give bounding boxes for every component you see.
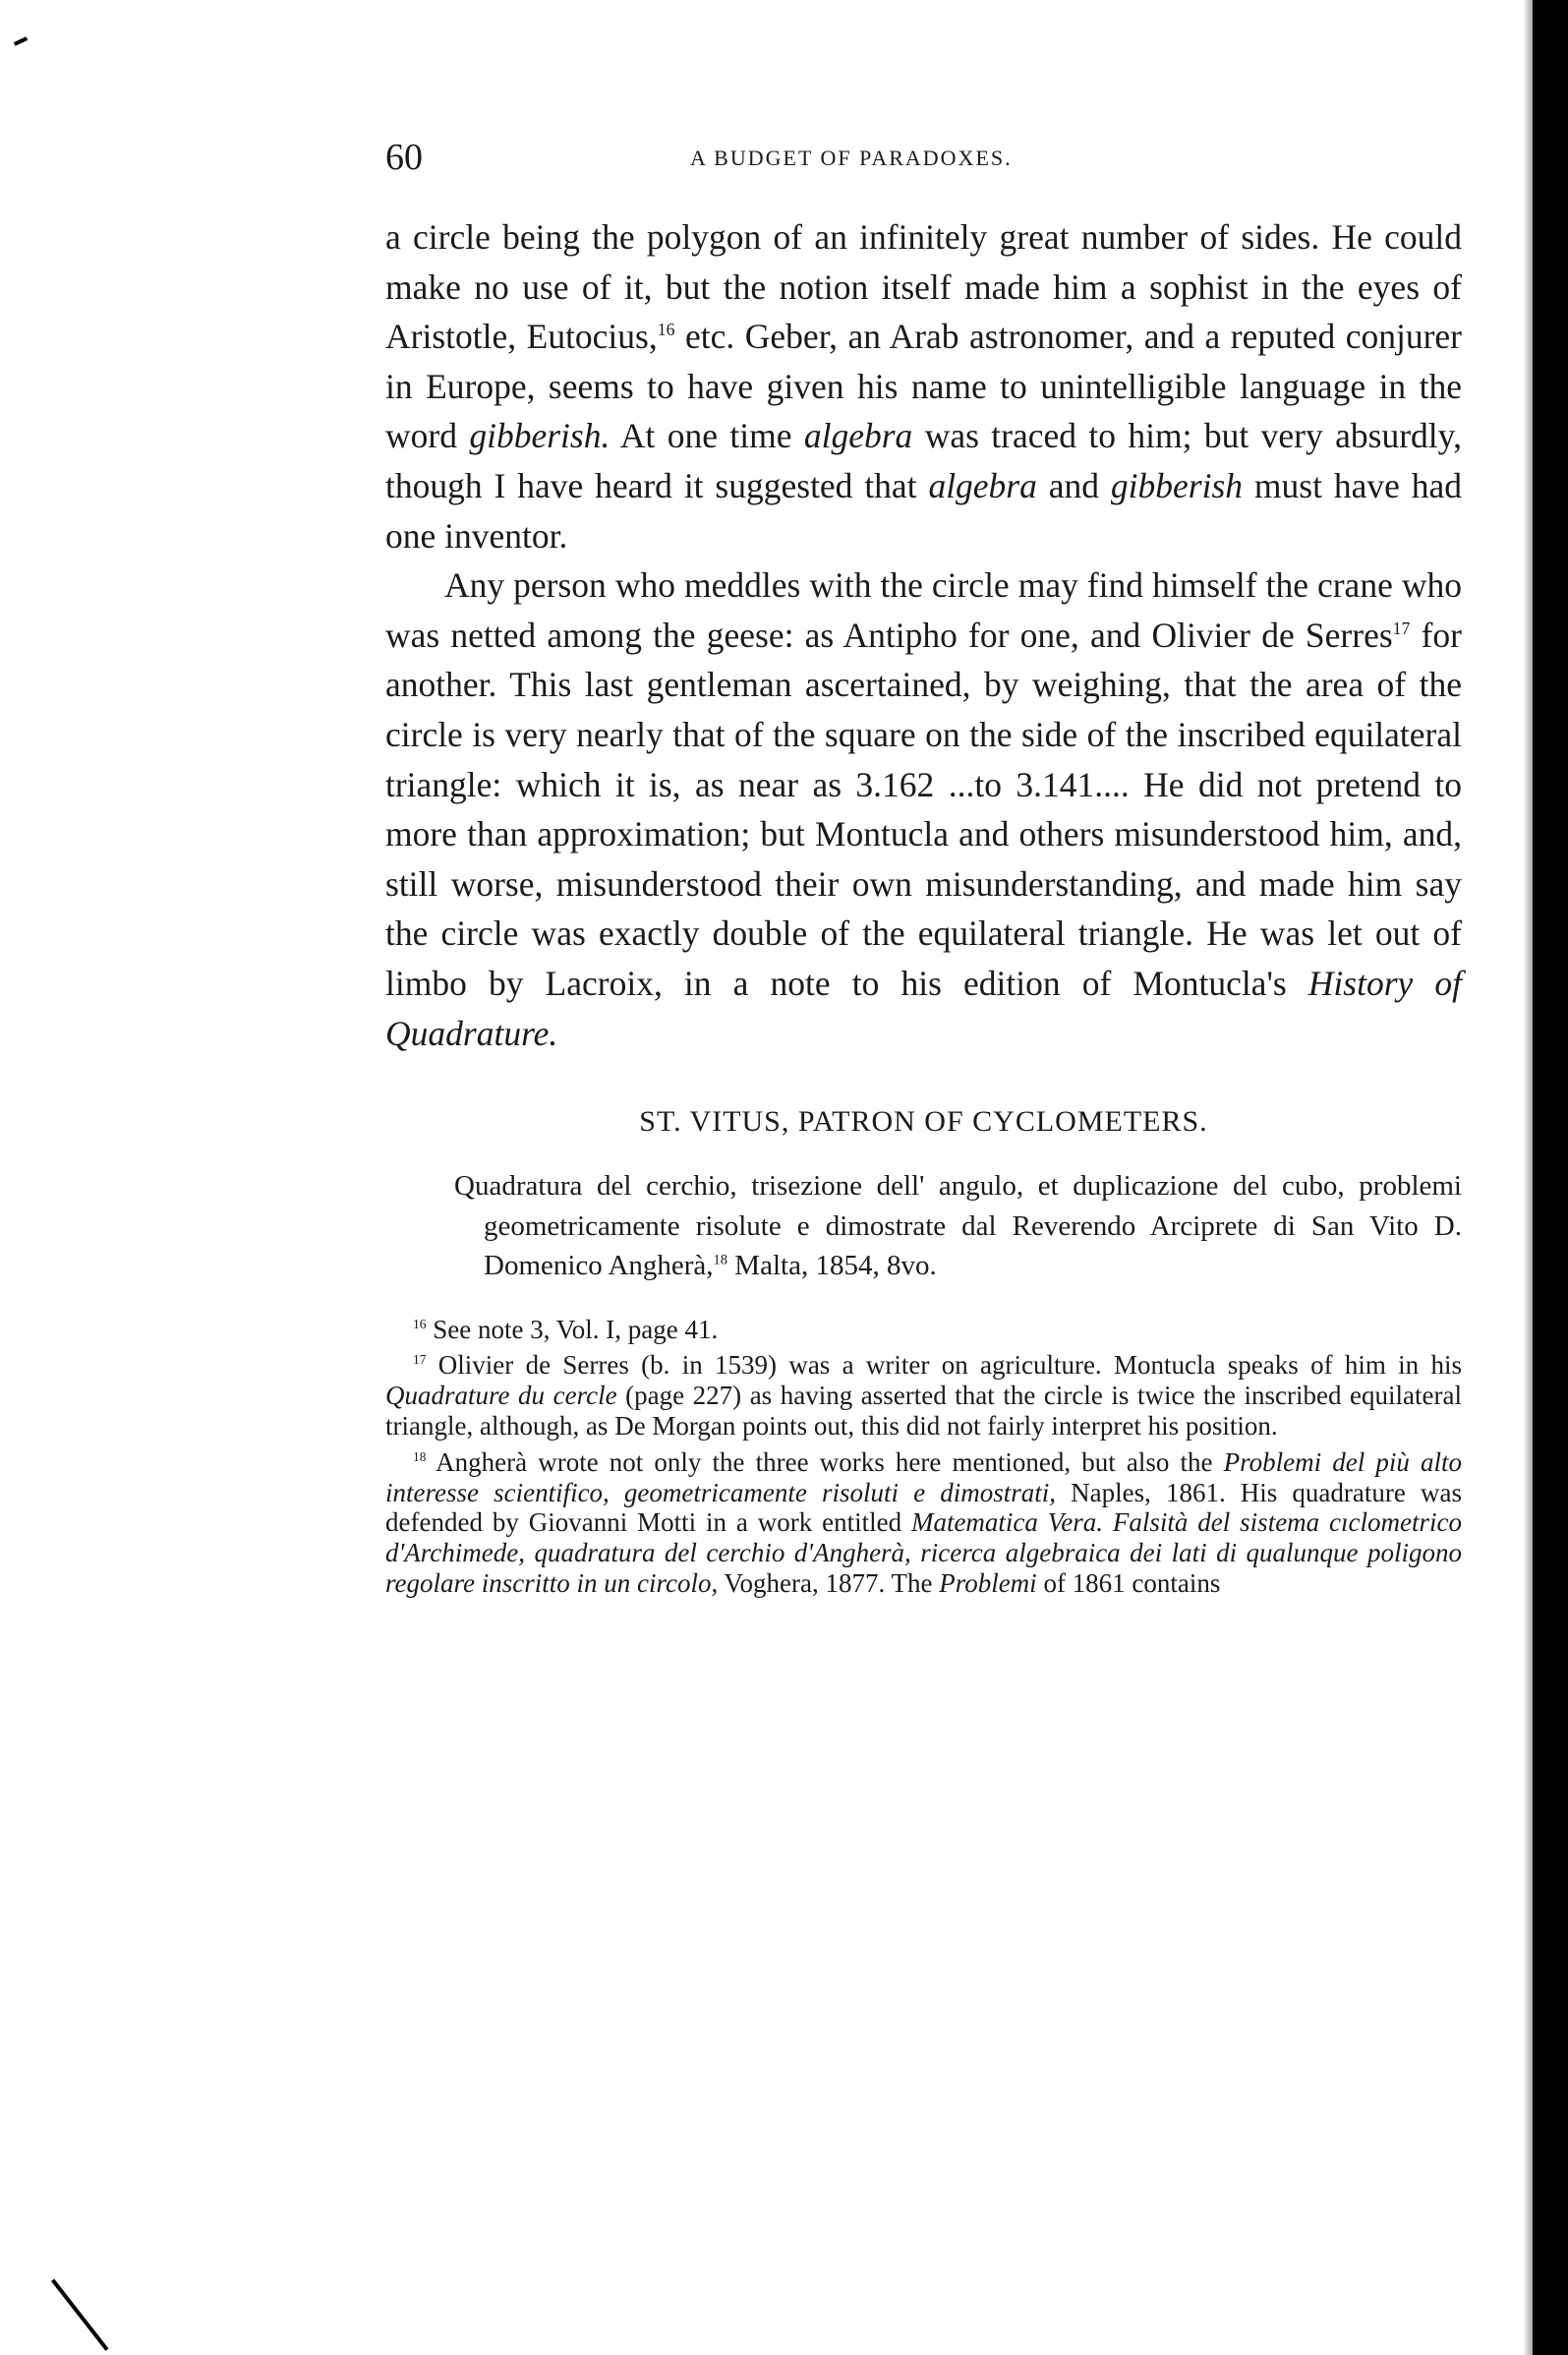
text-run: Naples, 1861. His quadrature was defended by Giovanni Motti in a work entitled [385,1477,1462,1538]
paragraph-crane-geese [385,560,1462,1058]
footnote-ref-16[interactable]: 16 [657,320,675,340]
italic-title: Problemi [939,1567,1037,1598]
text-run: must have had one inventor. [385,465,1462,556]
paragraph-circle-polygon [385,212,1462,560]
text-run: Any person who meddles with the circle may find himself the crane who was netted among the geese: as Antipho for one, and Olivier de Serres [385,565,1462,655]
text-run: Malta, 1854, 8vo. [727,1250,937,1282]
text-run: See note 3, Vol. I, page 41. [426,1314,719,1344]
running-title: A BUDGET OF PARADOXES. [690,146,1013,170]
scan-speck [14,36,28,46]
footnote-17 [385,1350,1462,1441]
italic-term: algebra [928,465,1037,505]
text-run: and [1036,465,1111,505]
book-page [385,136,1462,1605]
text-run: Olivier de Serres (b. in 1539) was a writer on agriculture. Montucla speaks of him in his [426,1350,1462,1381]
text-run: for another. This last gentleman ascertained, by weighing, that the area of the circle is very nearly that of the square on the side of the inscribed equilateral triangle: which it is, as near as 3.162 ...to 3.141.... He did not pretend to more than approximation; but Montucla and others misunderstood him, and, still worse, misunderstood their own misunderstanding, and made him say the circle was exactly double of the equilateral triangle. He was let out of limbo by Lacroix, in a note to his edition of Montucla's [385,615,1462,1003]
text-run: Voghera, 1877. The [718,1567,940,1598]
text-run: Angherà wrote not only the three works here mentioned, but also the [426,1446,1224,1477]
page-header [385,136,1462,195]
footnote-18 [385,1447,1462,1599]
footnote-number: 18 [413,1448,427,1464]
scan-stroke-mark [51,2279,109,2351]
text-run: was traced to him; but very absurdly, though I have heard it suggested that [385,416,1462,505]
italic-title: Matematica Vera. Falsità del sistema cıclometrico d'Archimede, quadratura del cerchio d'Angherà, ricerca algebraica dei lati di qualunque poligono regolare inscritto in un circolo, [385,1507,1463,1598]
text-run: (page 227) as having asserted that the circle is twice the inscribed equilateral triangle, although, as De Morgan points out, this did not fairly interpret his position. [385,1381,1462,1441]
text-run: of 1861 contains [1036,1567,1221,1598]
italic-title: Quadrature du cercle [385,1381,617,1411]
italic-term: gibberish. [469,416,610,456]
scan-edge-shadow [1523,0,1533,2355]
scan-edge-border [1533,0,1568,2355]
footnotes [385,1315,1462,1599]
section-heading: ST. VITUS, PATRON OF CYCLOMETERS. [639,1105,1208,1139]
footnote-number: 16 [413,1316,427,1331]
text-run: At one time [610,416,804,456]
footnote-number: 17 [413,1352,427,1368]
italic-term: gibberish [1110,465,1244,505]
footnote-ref-18[interactable]: 18 [713,1252,728,1268]
text-run: etc. Geber, an Arab astronomer, and a reputed conjurer in Europe, seems to have given his name to unintelligible language in the word [385,317,1463,456]
bibliographic-citation [454,1166,1462,1286]
italic-term: algebra [803,416,913,456]
text-run: a circle being the polygon of an infinitely great number of sides. He could make no use of it, but the notion itself made him a sophist in the eyes of Aristotle, Eutocius, [385,217,1462,357]
footnote-ref-17[interactable]: 17 [1392,618,1411,638]
footnote-16 [385,1315,1462,1345]
italic-title: History of Quadrature. [385,963,1462,1053]
italic-title: Problemi del più alto interesse scientifico, geometricamente risoluti e dimostrati, [385,1446,1462,1507]
page-number: 60 [385,137,423,178]
text-run: Quadratura del cerchio, trisezione dell' angulo, et duplicazione del cubo, problemi geometricamente risolute e dimostrate dal Reverendo Arciprete di San Vito D. Domenico Angherà, [454,1170,1462,1282]
